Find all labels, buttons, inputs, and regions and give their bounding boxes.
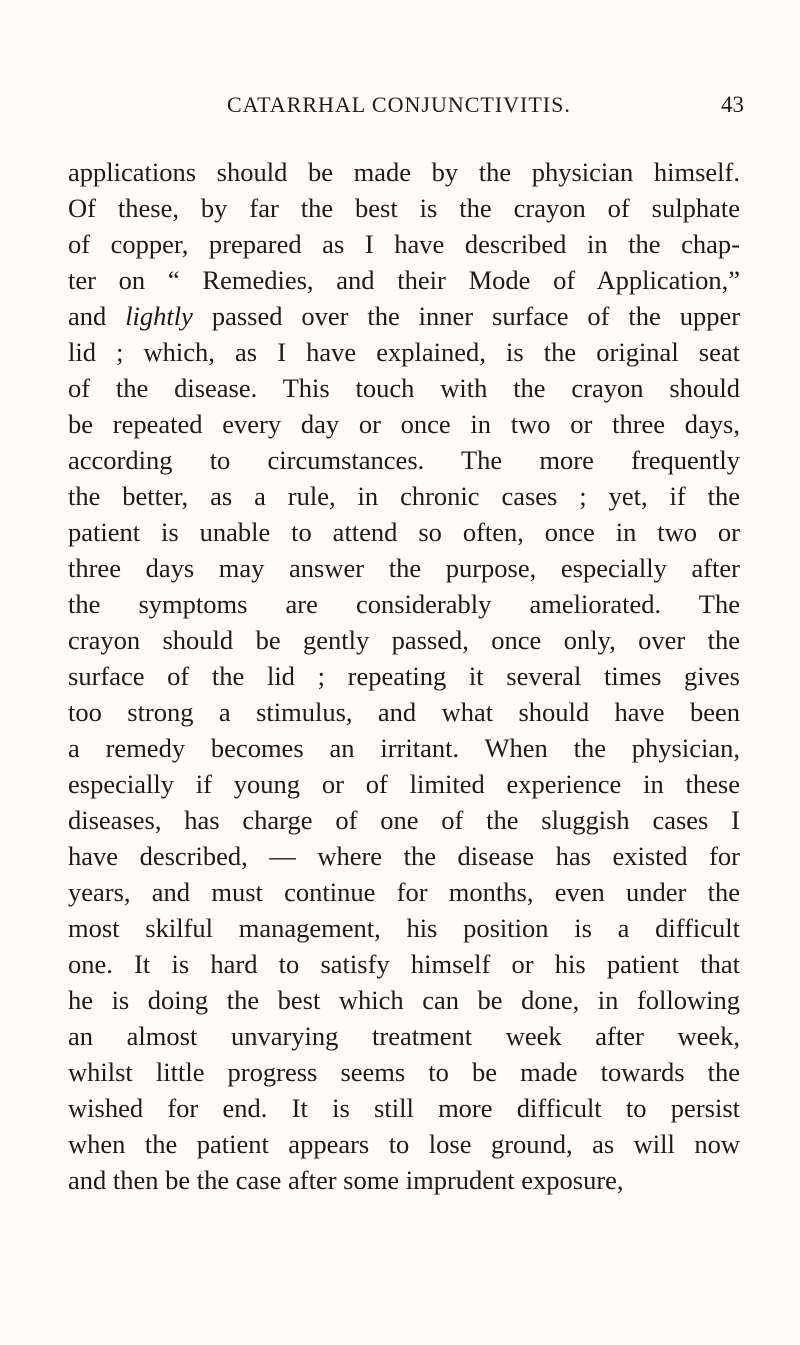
text-line: ter on “ Remedies, and their Mode of Application,” [68,265,740,295]
text-line [68,298,740,334]
text-line: be repeated every day or once in two or three days, [68,409,740,439]
text-line: especially if young or of limited experience in these [68,769,740,799]
text-line: of copper, prepared as I have described in the chap- [68,229,740,259]
text-line: patient is unable to attend so often, once in two or [68,517,740,547]
text-line: a remedy becomes an irritant. When the physician, [68,733,740,763]
text-line: one. It is hard to satisfy himself or his patient that [68,949,740,979]
text-line: lid ; which, as I have explained, is the original seat [68,337,740,367]
text-line: the symptoms are considerably ameliorated. The [68,589,740,619]
italic-emphasis: lightly [125,301,193,331]
body-text [68,154,740,1198]
text-line: years, and must continue for months, even under the [68,877,740,907]
text-line: surface of the lid ; repeating it several times gives [68,661,740,691]
text-line: when the patient appears to lose ground, as will now [68,1129,740,1159]
text-line: wished for end. It is still more difficult to persist [68,1093,740,1123]
text-line: three days may answer the purpose, especially after [68,553,740,583]
text-line: and then be the case after some imprudent exposure, [68,1165,624,1195]
text-line: of the disease. This touch with the crayon should [68,373,740,403]
text-fragment: passed over the inner surface of the upper [211,301,741,331]
text-line: an almost unvarying treatment week after week, [68,1021,740,1051]
text-line: crayon should be gently passed, once only, over the [68,625,740,655]
text-fragment: and [68,301,107,331]
text-line: most skilful management, his position is a difficult [68,913,740,943]
running-header [0,92,800,122]
text-line: too strong a stimulus, and what should have been [68,697,740,727]
text-line: according to circumstances. The more frequently [68,445,740,475]
running-title: CATARRHAL CONJUNCTIVITIS. [227,92,571,117]
page-number: 43 [721,92,744,117]
text-line: he is doing the best which can be done, in following [68,985,740,1015]
text-line: the better, as a rule, in chronic cases ; yet, if the [68,481,740,511]
text-line: diseases, has charge of one of the sluggish cases I [68,805,740,835]
text-line: have described, — where the disease has existed for [68,841,740,871]
text-line: whilst little progress seems to be made towards the [68,1057,740,1087]
text-line: Of these, by far the best is the crayon of sulphate [68,193,740,223]
text-line: applications should be made by the physician himself. [68,157,740,187]
